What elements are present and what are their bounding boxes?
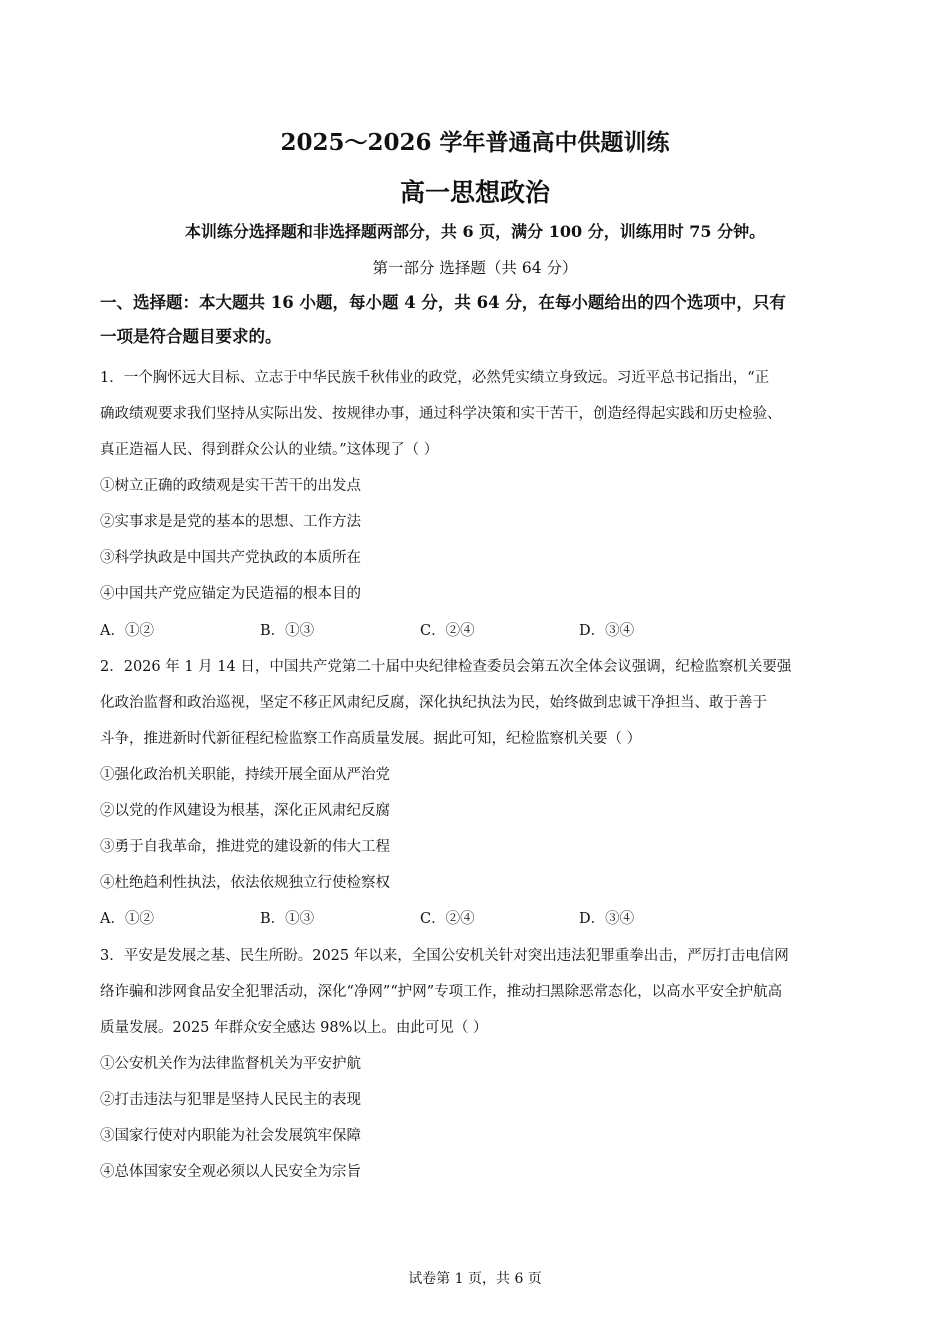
question-3-stem-line: 3．平安是发展之基、民生所盼。2025 年以来，全国公安机关针对突出违法犯罪重拳出击，严厉打击电信网 bbox=[100, 948, 789, 964]
subject-title: 高一思想政治 bbox=[399, 178, 550, 207]
question-2-statement: ③勇于自我革命，推进党的建设新的伟大工程 bbox=[100, 839, 390, 855]
question-2-statement: ④杜绝趋利性执法，依法依规独立行使检察权 bbox=[100, 875, 390, 891]
option-c[interactable]: C．②④ bbox=[420, 911, 475, 927]
page-footer: 试卷第 1 页，共 6 页 bbox=[408, 1271, 542, 1287]
question-2-statement: ②以党的作风建设为根基，深化正风肃纪反腐 bbox=[100, 803, 390, 819]
exam-instructions: 本训练分选择题和非选择题两部分，共 6 页，满分 100 分，训练用时 75 分钟。 bbox=[184, 222, 766, 241]
question-1-statement: ③科学执政是中国共产党执政的本质所在 bbox=[100, 550, 361, 566]
exam-title: 2025～2026 学年普通高中供题训练 bbox=[280, 129, 670, 156]
question-1-stem-line: 1．一个胸怀远大目标、立志于中华民族千秋伟业的政党，必然凭实绩立身致远。习近平总书记指出，“正 bbox=[100, 370, 770, 386]
question-1-statement: ②实事求是是党的基本的思想、工作方法 bbox=[100, 514, 361, 530]
option-b[interactable]: B．①③ bbox=[260, 623, 315, 639]
section-heading-line: 一项是符合题目要求的。 bbox=[100, 327, 282, 346]
option-c[interactable]: C．②④ bbox=[420, 623, 475, 639]
question-2-statement: ①强化政治机关职能，持续开展全面从严治党 bbox=[100, 767, 390, 783]
question-3-statement: ④总体国家安全观必须以人民安全为宗旨 bbox=[100, 1164, 361, 1180]
option-a[interactable]: A．①② bbox=[100, 623, 154, 639]
section-heading bbox=[100, 286, 860, 354]
option-b[interactable]: B．①③ bbox=[260, 911, 315, 927]
question-1-statement: ④中国共产党应锚定为民造福的根本目的 bbox=[100, 586, 361, 602]
question-2-options bbox=[100, 907, 700, 929]
option-a[interactable]: A．①② bbox=[100, 911, 154, 927]
question-2-stem-line: 2．2026 年 1 月 14 日，中国共产党第二十届中央纪律检查委员会第五次全体会议强调，纪检监察机关要强 bbox=[100, 659, 792, 675]
question-3-stem-line: 质量发展。2025 年群众安全感达 98%以上。由此可见（ ） bbox=[100, 1020, 488, 1036]
part-title: 第一部分 选择题（共 64 分） bbox=[372, 259, 578, 277]
question-1-statement: ①树立正确的政绩观是实干苦干的出发点 bbox=[100, 478, 361, 494]
option-d[interactable]: D．③④ bbox=[579, 911, 635, 927]
question-1-options bbox=[100, 619, 700, 641]
question-2-stem-line: 斗争，推进新时代新征程纪检监察工作高质量发展。据此可知，纪检监察机关要（ ） bbox=[100, 731, 642, 747]
option-d[interactable]: D．③④ bbox=[579, 623, 635, 639]
question-3-statement: ②打击违法与犯罪是坚持人民民主的表现 bbox=[100, 1092, 361, 1108]
question-1-stem-line: 真正造福人民、得到群众公认的业绩。”这体现了（ ） bbox=[100, 442, 439, 458]
question-3-statement: ③国家行使对内职能为社会发展筑牢保障 bbox=[100, 1128, 361, 1144]
section-heading-line: 一、选择题：本大题共 16 小题，每小题 4 分，共 64 分，在每小题给出的四个选项中，只有 bbox=[100, 293, 786, 312]
question-3-stem-line: 络诈骗和涉网食品安全犯罪活动，深化“净网”“护网”专项工作，推动扫黑除恶常态化，以高水平安全护航高 bbox=[100, 984, 783, 1000]
question-3-statement: ①公安机关作为法律监督机关为平安护航 bbox=[100, 1056, 361, 1072]
question-2-stem-line: 化政治监督和政治巡视，坚定不移正风肃纪反腐，深化执纪执法为民，始终做到忠诚干净担当、敢于善于 bbox=[100, 695, 767, 711]
question-1-stem-line: 确政绩观要求我们坚持从实际出发、按规律办事，通过科学决策和实干苦干，创造经得起实践和历史检验、 bbox=[100, 406, 782, 422]
